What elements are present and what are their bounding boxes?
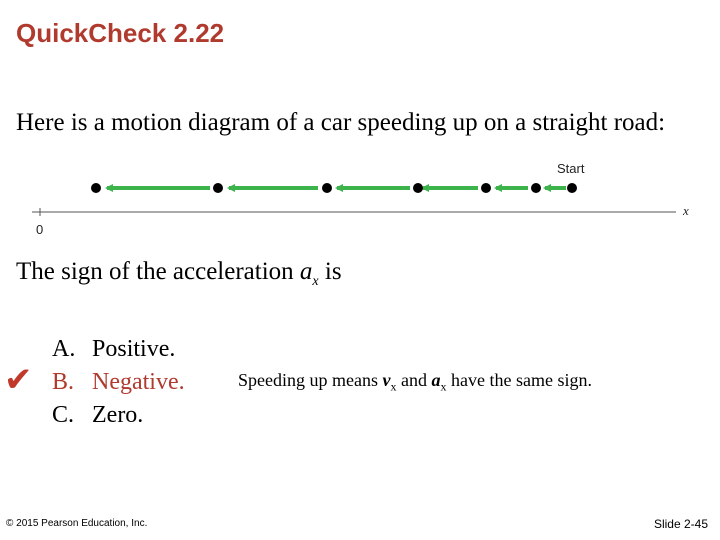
- accel-symbol: $a_x$: [299, 258, 319, 289]
- choice-a[interactable]: A. Positive.: [52, 336, 176, 362]
- position-dot: [567, 183, 577, 193]
- checkmark-icon: ✔: [4, 360, 33, 400]
- question-stem: The sign of the acceleration: [16, 258, 294, 285]
- copyright-text: © 2015 Pearson Education, Inc.: [6, 518, 148, 529]
- explanation-text: Speeding up means $v_x$ and $a_x$ have the same sign.: [238, 370, 592, 394]
- position-dot: [213, 183, 223, 193]
- axis-label: x: [683, 203, 689, 218]
- origin-label: 0: [36, 222, 44, 237]
- motion-diagram: [0, 0, 720, 250]
- question-tail: is: [324, 258, 342, 285]
- position-dot: [413, 183, 423, 193]
- choice-b[interactable]: B. Negative.: [52, 369, 185, 395]
- start-label: Start: [557, 161, 585, 176]
- choice-c[interactable]: C. Zero.: [52, 402, 144, 428]
- intro-text: Here is a motion diagram of a car speeding up on a straight road:: [16, 109, 666, 136]
- position-dot: [531, 183, 541, 193]
- slide-title: QuickCheck 2.22: [16, 18, 225, 48]
- question-text: [16, 258, 342, 290]
- position-dot: [481, 183, 491, 193]
- position-dot: [91, 183, 101, 193]
- answer-choices: [52, 333, 185, 432]
- slide-number: Slide 2-45: [653, 517, 708, 531]
- position-dot: [322, 183, 332, 193]
